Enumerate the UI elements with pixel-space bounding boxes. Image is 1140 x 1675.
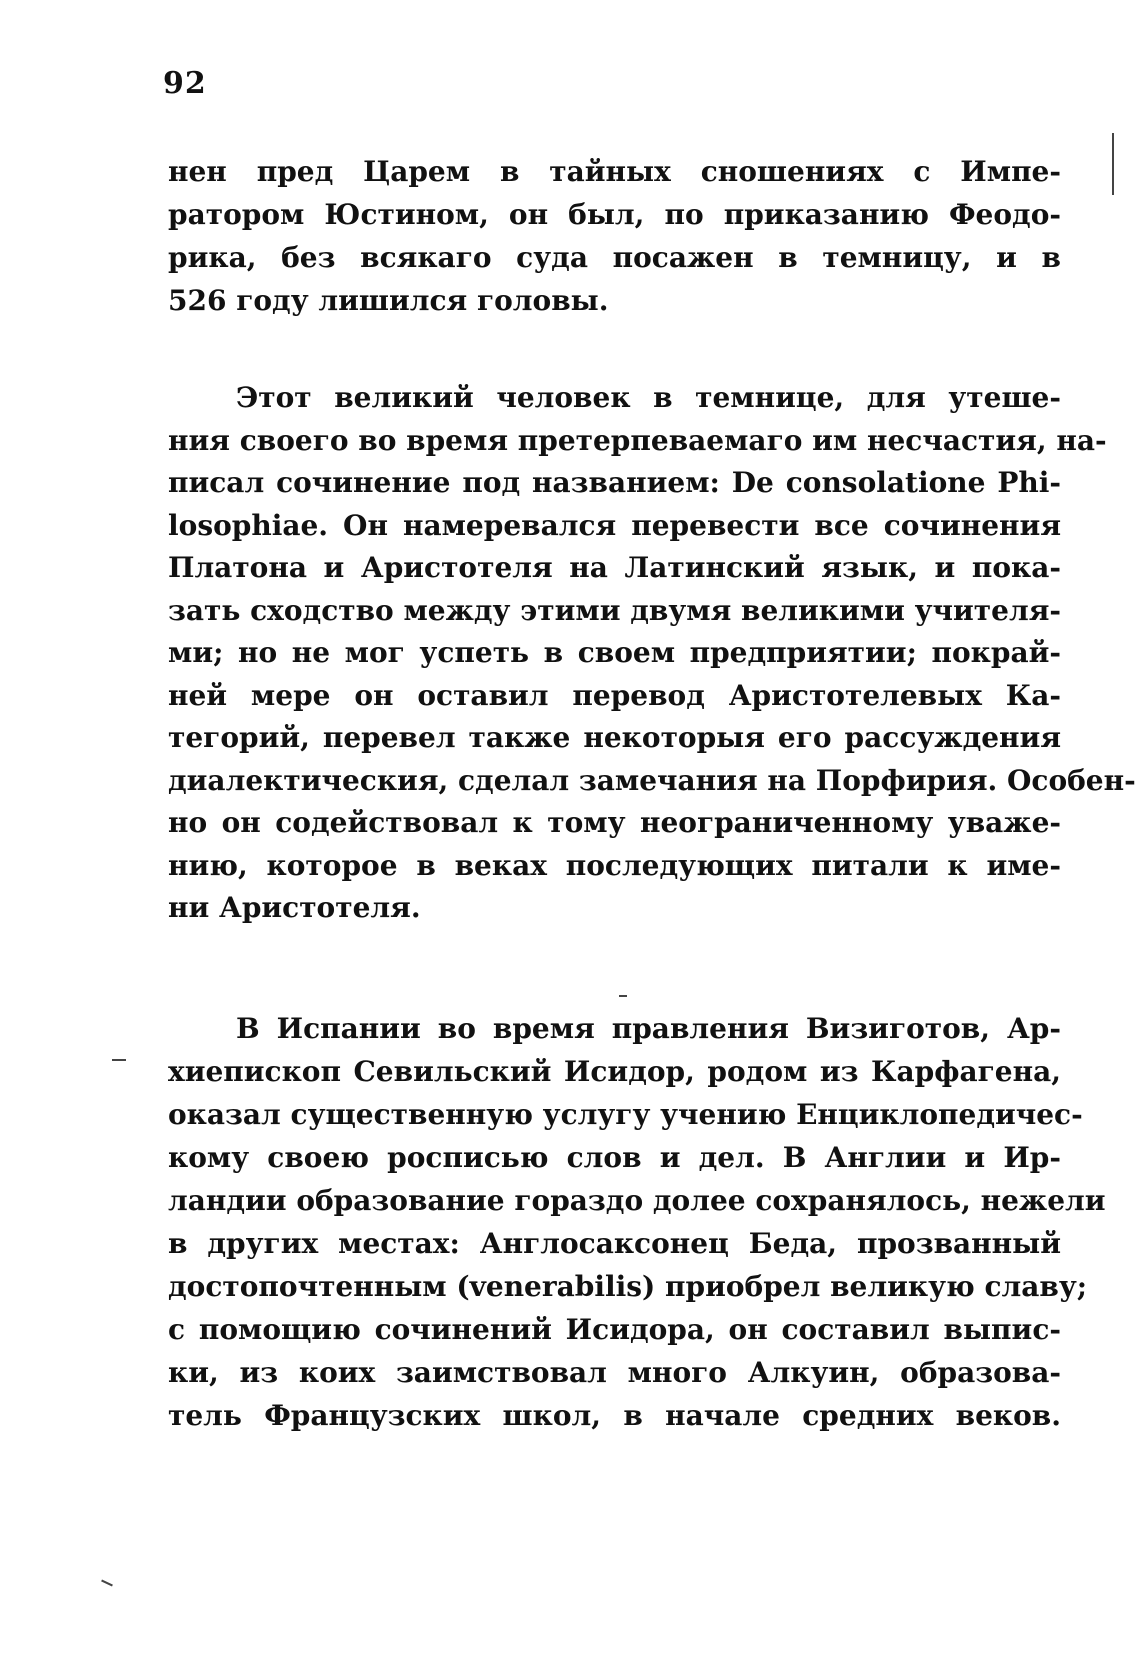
text-line: ни Аристотеля. xyxy=(168,891,421,924)
text-line: оказал существенную услугу учению Енциклопедичес- xyxy=(168,1098,1083,1131)
text-line: в других местах: Англосаксонец Беда, прозванный xyxy=(168,1227,1061,1260)
text-line: 526 году лишился головы. xyxy=(168,284,609,317)
text-line: тель Французских школ, в начале средних веков. xyxy=(168,1399,1061,1432)
text-line: ней мере он оставил перевод Аристотелевых Ка- xyxy=(168,679,1061,712)
text-line: с помощию сочинений Исидора, он составил выпис- xyxy=(168,1313,1061,1346)
text-line: диалектическия, сделал замечания на Порфирия. Особен- xyxy=(168,764,1136,797)
text-line: кому своею росписью слов и дел. В Англии и Ир- xyxy=(168,1141,1061,1174)
scan-dash-mark xyxy=(112,1059,126,1061)
text-line: хиепископ Севильский Исидор, родом из Карфагена, xyxy=(168,1055,1061,1088)
text-line: нию, которое в веках последующих питали к име- xyxy=(168,849,1061,882)
text-line: тегорий, перевел также некоторыя его рассуждения xyxy=(168,721,1061,754)
text-line: losophiae. Он намеревался перевести все сочинения xyxy=(168,509,1061,542)
text-line: Платона и Аристотеля на Латинский язык, и пока- xyxy=(168,551,1061,584)
scan-speck-mark xyxy=(101,1580,113,1587)
scan-dash-mark xyxy=(619,995,627,997)
text-line: но он содействовал к тому неограниченному уваже- xyxy=(168,806,1061,839)
page-number: 92 xyxy=(163,66,207,101)
text-line: рика, без всякаго суда посажен в темницу, и в xyxy=(168,241,1061,274)
text-line: ратором Юстином, он был, по приказанию Феодо- xyxy=(168,198,1061,231)
text-line: зать сходство между этими двумя великими учителя- xyxy=(168,594,1062,627)
text-line: ми; но не мог успеть в своем предприятии; покрай- xyxy=(168,636,1061,669)
text-line: достопочтенным (venerabilis) приобрел великую славу; xyxy=(168,1270,1088,1303)
text-line: ния своего во время претерпеваемаго им несчастия, на- xyxy=(168,424,1107,457)
scan-edge-mark xyxy=(1112,133,1114,195)
text-line: писал сочинение под названием: De consolatione Phi- xyxy=(168,466,1061,499)
text-line: ландии образование гораздо долее сохранялось, нежели xyxy=(168,1184,1106,1217)
text-line: В Испании во время правления Визиготов, Ар- xyxy=(236,1012,1061,1045)
text-line: ки, из коих заимствовал много Алкуин, образова- xyxy=(168,1356,1061,1389)
text-line: Этот великий человек в темнице, для утеше- xyxy=(236,381,1061,414)
text-line: нен пред Царем в тайных сношениях с Импе- xyxy=(168,155,1061,188)
